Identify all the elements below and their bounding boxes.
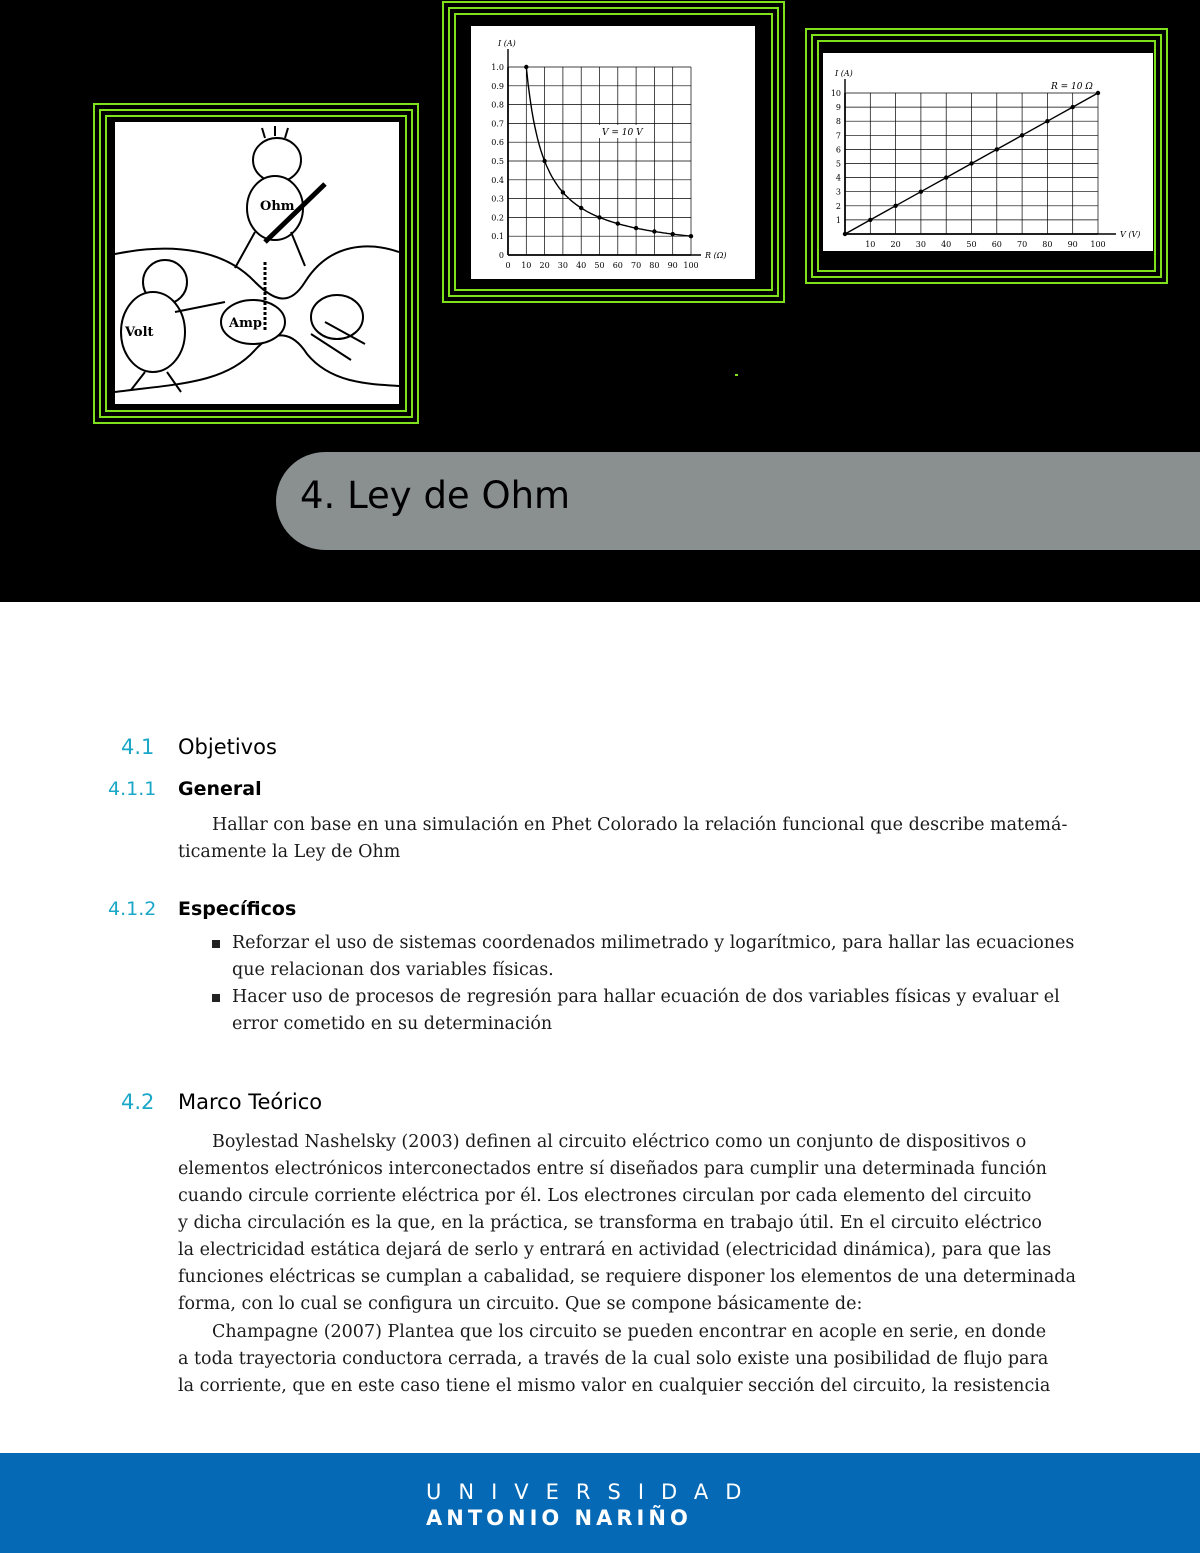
y-tick-label: 10	[830, 89, 841, 98]
data-point	[1071, 105, 1075, 109]
data-point	[919, 190, 923, 194]
chapter-title: 4. Ley de Ohm	[300, 474, 571, 517]
current-vs-resistance-chart	[471, 26, 755, 279]
section-title: Objetivos	[178, 735, 277, 759]
y-tick-label: 4	[835, 173, 841, 183]
general-objective-line: ticamente la Ley de Ohm	[178, 842, 401, 862]
data-point	[1096, 91, 1100, 95]
x-tick-label: 90	[667, 261, 678, 270]
data-point	[579, 206, 583, 210]
bullet-text: que relacionan dos variables físicas.	[232, 960, 554, 980]
data-point	[1045, 119, 1049, 123]
y-tick-label: 7	[835, 131, 841, 141]
y-tick-label: 8	[835, 117, 841, 127]
data-point	[597, 215, 601, 219]
cartoon-frame	[93, 103, 419, 424]
y-tick-label: 1.0	[491, 63, 504, 72]
y-tick-label: 6	[835, 145, 841, 155]
theory-paragraph-line: la electricidad estática dejará de serlo y entrará en actividad (electricidad dinámica), para que las	[178, 1240, 1052, 1260]
data-point	[616, 221, 620, 225]
theory-paragraph-line: cuando circule corriente eléctrica por él. Los electrones circulan por cada elemento del circuito	[178, 1186, 1032, 1206]
data-point	[969, 161, 973, 165]
data-point	[671, 232, 675, 236]
bullet-marker	[212, 994, 220, 1002]
theory-paragraph-line: funciones eléctricas se cumplan a cabalidad, se requiere disponer los elementos de una determinada	[178, 1267, 1076, 1287]
y-tick-label: 0.9	[491, 81, 504, 91]
y-tick-label: 0	[498, 251, 504, 260]
data-point	[1020, 133, 1024, 137]
bullet-text: Reforzar el uso de sistemas coordenados milimetrado y logarítmico, para hallar las ecuaciones	[232, 933, 1075, 953]
university-name-line2: ANTONIO NARIÑO	[426, 1506, 692, 1530]
subsection-number: 4.1.1	[108, 778, 157, 800]
x-tick-label: 0	[505, 261, 511, 270]
y-axis-label: I (A)	[498, 39, 516, 48]
theory-paragraph-line: y dicha circulación es la que, en la práctica, se transforma en trabajo útil. En el circuito eléctrico	[178, 1213, 1042, 1233]
university-footer	[0, 1453, 1200, 1553]
x-tick-label: 10	[865, 240, 876, 249]
subsection-number: 4.1.2	[108, 898, 157, 920]
x-axis-label: R (Ω)	[705, 251, 727, 260]
y-tick-label: 0.4	[491, 175, 504, 185]
section-title: Marco Teórico	[178, 1090, 323, 1114]
x-axis-label: V (V)	[1120, 230, 1141, 239]
data-point	[995, 147, 999, 151]
bullet-text: Hacer uso de procesos de regresión para hallar ecuación de dos variables físicas y evaluar el	[232, 987, 1060, 1007]
x-tick-label: 70	[1017, 240, 1028, 249]
x-tick-label: 60	[612, 261, 623, 270]
x-tick-label: 60	[991, 240, 1002, 249]
x-tick-label: 30	[915, 240, 926, 249]
chart-annotation: V = 10 V	[602, 128, 643, 138]
y-tick-label: 0.6	[491, 138, 504, 148]
decorative-dot	[735, 374, 738, 376]
chart-annotation: R = 10 Ω	[1051, 82, 1093, 92]
chart-frame-2	[805, 28, 1168, 284]
chapter-header	[0, 0, 1200, 602]
data-point	[652, 229, 656, 233]
data-point	[561, 190, 565, 194]
x-tick-label: 80	[649, 261, 660, 270]
x-tick-label: 40	[941, 240, 952, 249]
data-series-line	[526, 67, 691, 236]
y-tick-label: 2	[835, 201, 841, 211]
theory-paragraph-line: forma, con lo cual se configura un circuito. Que se compone básicamente de:	[178, 1294, 863, 1314]
y-tick-label: 9	[835, 103, 841, 113]
x-tick-label: 30	[557, 261, 568, 270]
section-number: 4.1	[121, 735, 155, 759]
chart-frame-1	[442, 1, 785, 303]
data-point	[524, 65, 528, 69]
current-vs-voltage-chart	[823, 53, 1153, 251]
data-point	[868, 218, 872, 222]
y-tick-label: 5	[835, 159, 841, 169]
general-objective-line: Hallar con base en una simulación en Phet Colorado la relación funcional que describe matemá-	[212, 815, 1068, 835]
y-tick-label: 0.1	[491, 232, 504, 242]
ohm-cartoon-illustration	[115, 122, 399, 404]
data-point	[944, 175, 948, 179]
bullet-marker	[212, 940, 220, 948]
data-point	[843, 232, 847, 236]
university-name-line1: UNIVERSIDAD	[426, 1480, 759, 1504]
x-tick-label: 40	[576, 261, 587, 270]
y-tick-label: 0.8	[491, 100, 504, 110]
theory-paragraph-line: a toda trayectoria conductora cerrada, a través de la cual solo existe una posibilidad de flujo para	[178, 1349, 1049, 1369]
amp-label: Amp	[229, 316, 262, 331]
x-tick-label: 100	[1090, 240, 1106, 249]
bullet-text: error cometido en su determinación	[232, 1014, 553, 1034]
y-tick-label: 1	[835, 215, 841, 225]
y-tick-label: 0.7	[491, 119, 504, 129]
x-tick-label: 80	[1042, 240, 1053, 249]
y-tick-label: 3	[835, 187, 841, 197]
section-number: 4.2	[121, 1090, 155, 1114]
subsection-title: General	[178, 778, 262, 800]
theory-paragraph-line: la corriente, que en este caso tiene el mismo valor en cualquier sección del circuito, la resistencia	[178, 1376, 1051, 1396]
x-tick-label: 20	[890, 240, 901, 249]
data-point	[893, 204, 897, 208]
x-tick-label: 10	[521, 261, 532, 270]
x-tick-label: 50	[594, 261, 605, 270]
subsection-title: Específicos	[178, 898, 297, 920]
x-tick-label: 50	[966, 240, 977, 249]
y-tick-label: 0.3	[491, 194, 504, 204]
x-tick-label: 90	[1067, 240, 1078, 249]
data-point	[689, 234, 693, 238]
y-axis-label: I (A)	[835, 69, 853, 78]
theory-paragraph-line: elementos electrónicos interconectados entre sí diseñados para cumplir una determinada función	[178, 1159, 1047, 1179]
x-tick-label: 20	[539, 261, 550, 270]
theory-paragraph-line: Boylestad Nashelsky (2003) definen al circuito eléctrico como un conjunto de dispositivos o	[212, 1132, 1027, 1152]
y-tick-label: 0.5	[491, 157, 504, 166]
theory-paragraph-line: Champagne (2007) Plantea que los circuito se pueden encontrar en acople en serie, en donde	[212, 1322, 1047, 1342]
volt-label: Volt	[125, 325, 154, 340]
ohm-label: Ohm	[260, 199, 295, 214]
data-point	[634, 226, 638, 230]
y-tick-label: 0.2	[491, 213, 504, 223]
data-point	[542, 159, 546, 163]
x-tick-label: 70	[631, 261, 642, 270]
x-tick-label: 100	[683, 261, 699, 270]
